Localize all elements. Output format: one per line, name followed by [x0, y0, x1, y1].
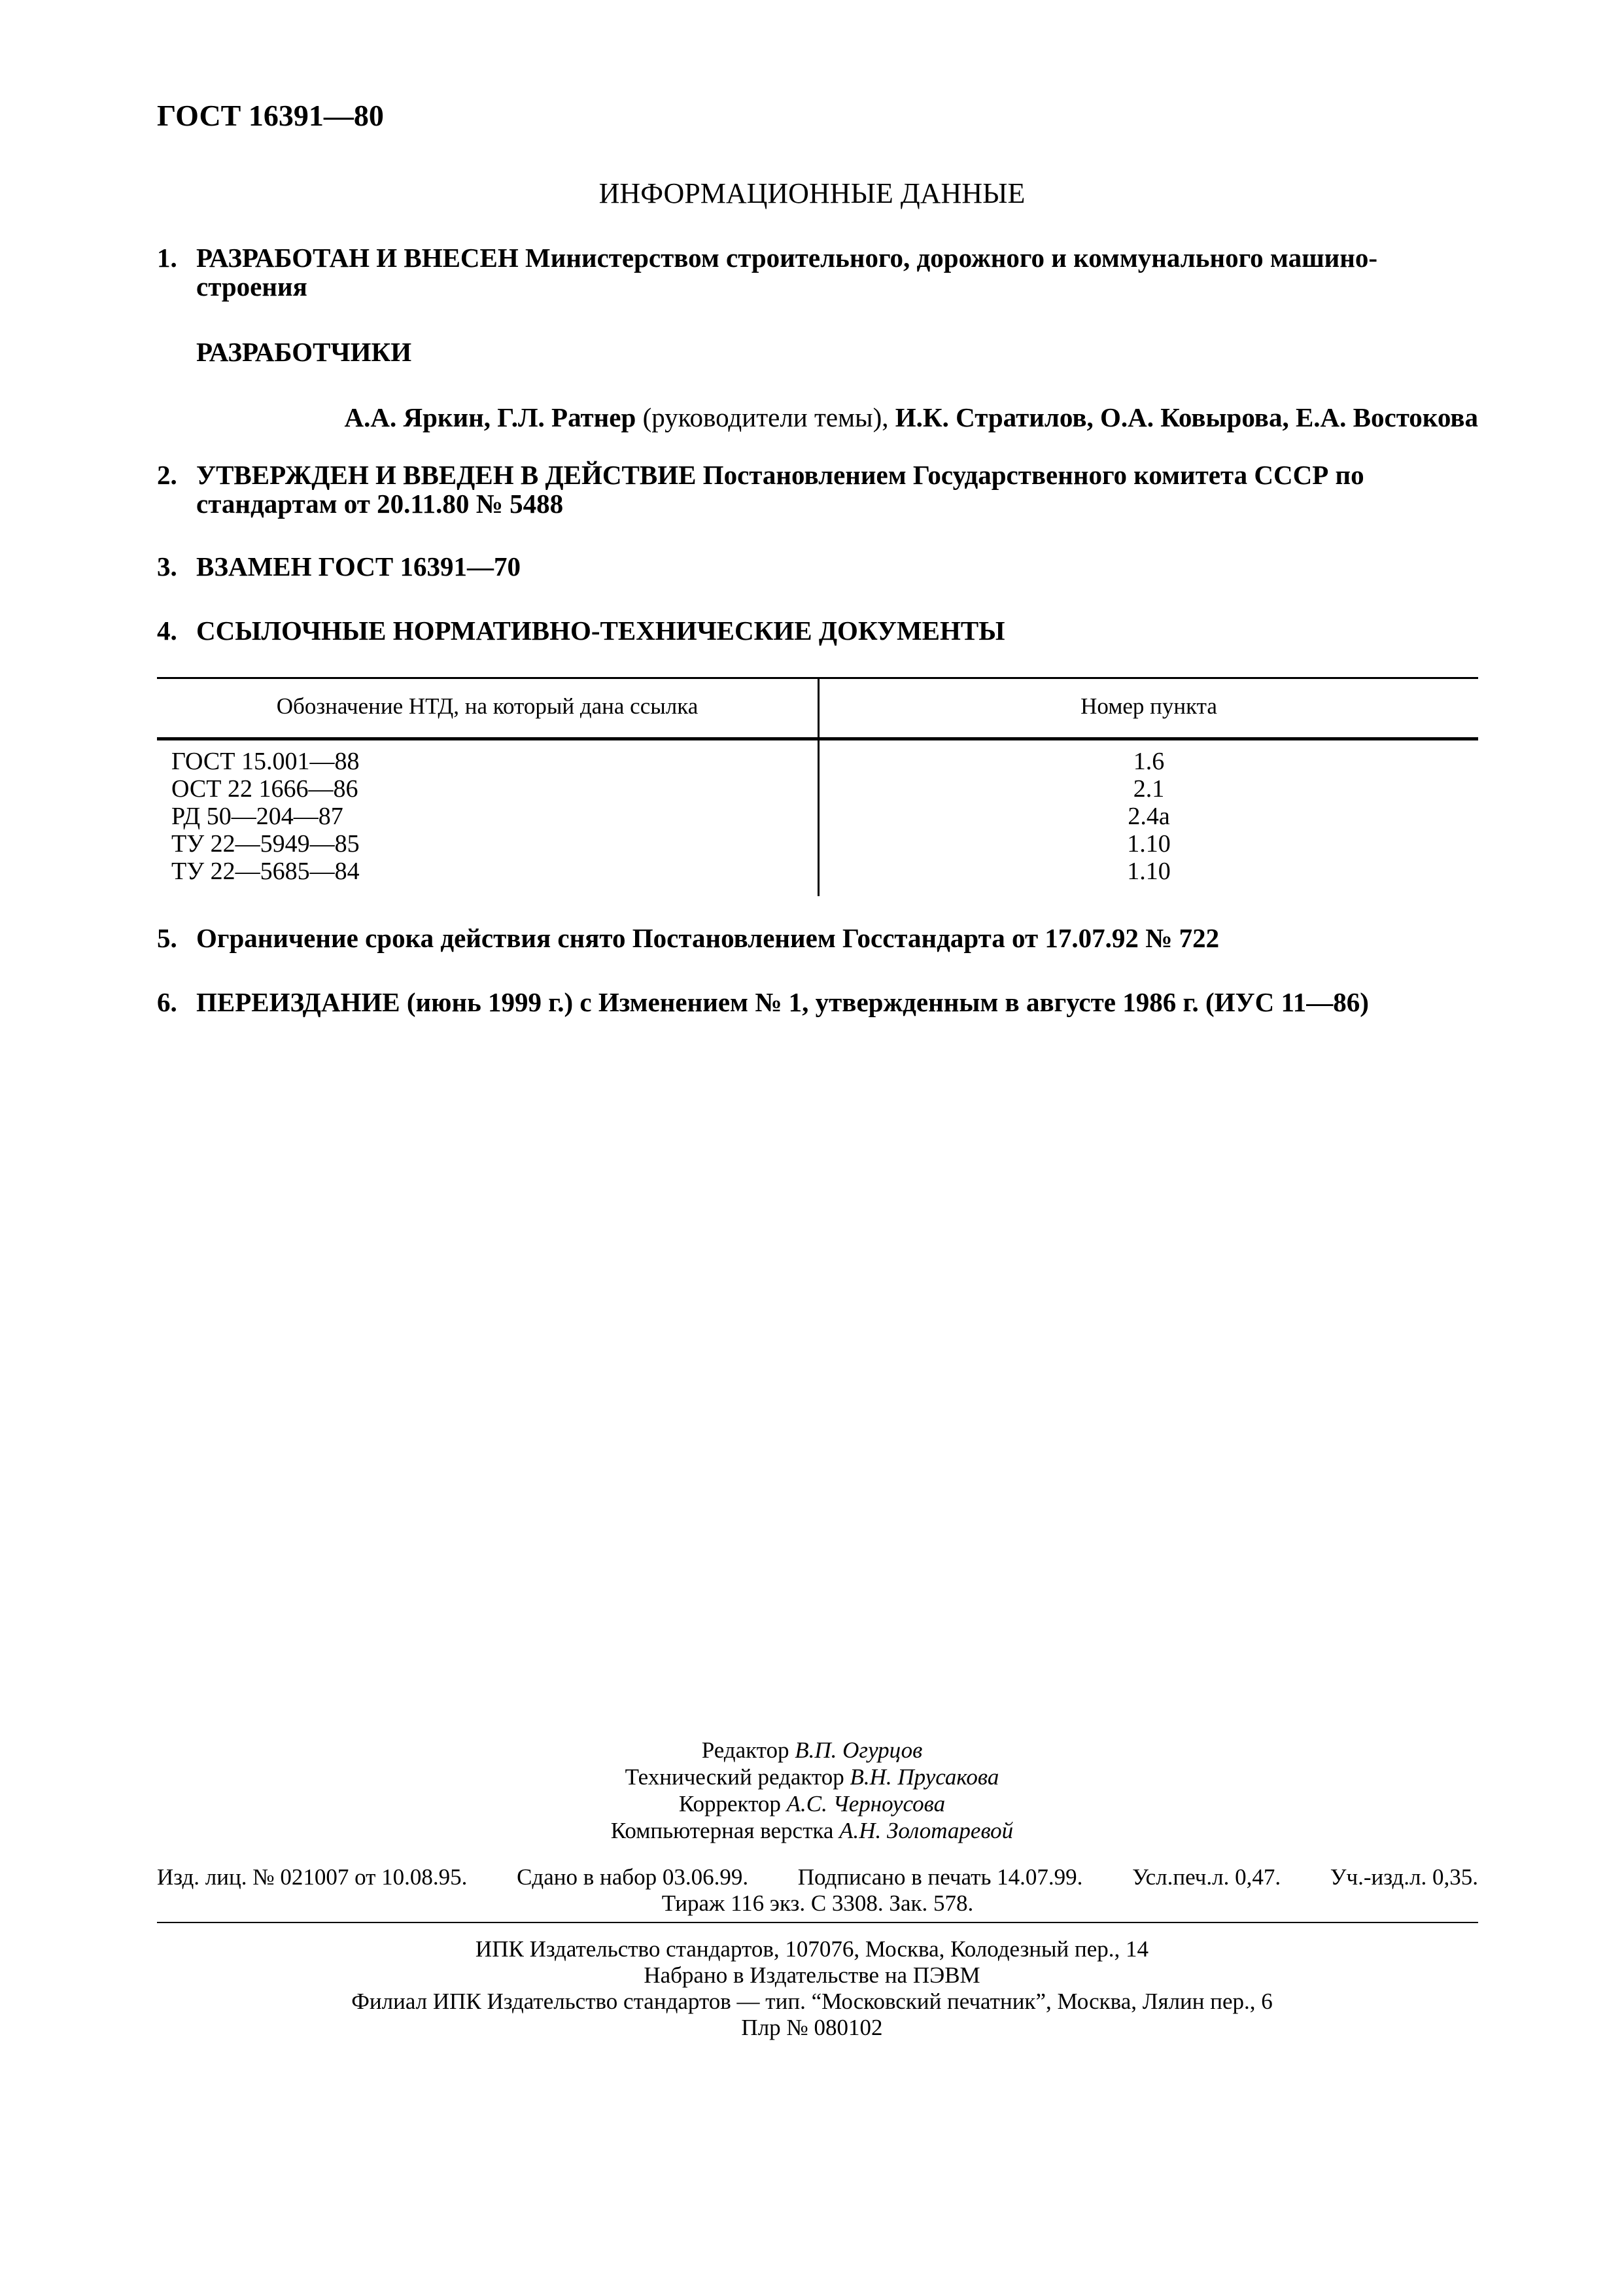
item-number: 3. — [157, 551, 177, 582]
staff-role: Корректор — [678, 1791, 781, 1817]
item-number: 4. — [157, 616, 177, 646]
table-cell-document: ОСТ 22 1666—86 — [171, 775, 358, 803]
footer-line: Набрано в Издательстве на ПЭВМ — [644, 1962, 980, 1988]
footer-line: Филиал ИПК Издательство стандартов — тип. “Московский печатник”, Москва, Лялин пер., 6 — [351, 1989, 1273, 2014]
publication-line-1 — [157, 1864, 1478, 1890]
page-title: ИНФОРМАЦИОННЫЕ ДАННЫЕ — [598, 177, 1026, 209]
staff-role: Компьютерная верстка — [610, 1818, 834, 1843]
footer-line: ИПК Издательство стандартов, 107076, Москва, Колодезный пер., 14 — [475, 1936, 1149, 1962]
info-item-4 — [157, 616, 1478, 645]
info-item-5 — [157, 924, 1478, 952]
developers-heading: РАЗРАБОТЧИКИ — [196, 337, 412, 367]
table-cell-document: ГОСТ 15.001—88 — [171, 748, 360, 775]
table-header-document: Обозначение НТД, на который дана ссылка — [276, 693, 699, 719]
staff-name: В.П. Огурцов — [795, 1737, 923, 1763]
item-text: ПЕРЕИЗДАНИЕ (июнь 1999 г.) с Изменением № 1, утвержденным в августе 1986 г. (ИУС 11—86) — [196, 987, 1369, 1017]
license-info: Изд. лиц. № 021007 от 10.08.95. — [157, 1864, 468, 1890]
table-cell-clause: 1.6 — [1133, 748, 1165, 775]
footer-rule — [157, 1922, 1478, 1923]
item-number: 6. — [157, 987, 177, 1017]
table-header-clause: Номер пункта — [1080, 693, 1217, 719]
table-cell-document: РД 50—204—87 — [171, 803, 343, 830]
staff-name: А.Н. Золотаревой — [839, 1818, 1014, 1843]
item-text: Ограничение срока действия снято Постановлением Госстандарта от 17.07.92 № 722 — [196, 923, 1220, 953]
footer-line: Плр № 080102 — [741, 2015, 883, 2040]
info-item-1 — [157, 243, 1478, 301]
publisher-sheets: Уч.-изд.л. 0,35. — [1330, 1864, 1478, 1890]
editorial-staff — [0, 1737, 1624, 1844]
staff-line — [0, 1737, 1624, 1764]
item-number: 1. — [157, 243, 177, 273]
staff-role: Редактор — [701, 1737, 789, 1763]
item-text: РАЗРАБОТАН И ВНЕСЕН Министерством строительного, дорожного и коммунального машино-строения — [196, 243, 1378, 302]
staff-line — [0, 1790, 1624, 1817]
info-item-6 — [157, 988, 1478, 1017]
staff-name: В.Н. Прусакова — [850, 1764, 999, 1790]
typeset-date: Сдано в набор 03.06.99. — [517, 1864, 749, 1890]
print-date: Подписано в печать 14.07.99. — [797, 1864, 1083, 1890]
table-cell-document: ТУ 22—5685—84 — [171, 858, 360, 885]
table-cell-clause: 1.10 — [1127, 858, 1171, 885]
info-item-3 — [157, 552, 1478, 581]
printed-sheets: Усл.печ.л. 0,47. — [1132, 1864, 1281, 1890]
document-code: ГОСТ 16391—80 — [157, 99, 384, 132]
publication-details — [157, 1864, 1478, 1917]
developers-list — [196, 402, 1478, 433]
item-text: ССЫЛОЧНЫЕ НОРМАТИВНО-ТЕХНИЧЕСКИЕ ДОКУМЕНТЫ — [196, 616, 1005, 646]
table-cell-clause: 1.10 — [1127, 830, 1171, 858]
item-text: УТВЕРЖДЕН И ВВЕДЕН В ДЕЙСТВИЕ Постановлением Государственного комитета СССР по стандартам от 20.11.80 № 5488 — [196, 460, 1364, 519]
staff-name: А.С. Черноусова — [786, 1791, 946, 1817]
table-header-rule — [157, 737, 1478, 740]
info-item-2 — [157, 461, 1478, 518]
developers-leaders-note: (руководители темы), — [642, 402, 889, 432]
circulation-info: Тираж 116 экз. С 3308. Зак. 578. — [661, 1890, 974, 1916]
item-number: 5. — [157, 923, 177, 953]
staff-line — [0, 1764, 1624, 1790]
table-cell-document: ТУ 22—5949—85 — [171, 830, 360, 858]
item-text: ВЗАМЕН ГОСТ 16391—70 — [196, 551, 521, 582]
item-number: 2. — [157, 460, 177, 490]
publisher-footer — [0, 1936, 1624, 2041]
developers-others: И.К. Стратилов, О.А. Ковырова, Е.А. Востокова — [895, 402, 1478, 432]
table-cell-clause: 2.4а — [1128, 803, 1170, 830]
staff-role: Технический редактор — [625, 1764, 844, 1790]
staff-line — [0, 1817, 1624, 1844]
table-cell-clause: 2.1 — [1133, 775, 1165, 803]
developers-leaders: А.А. Яркин, Г.Л. Ратнер — [344, 402, 636, 432]
